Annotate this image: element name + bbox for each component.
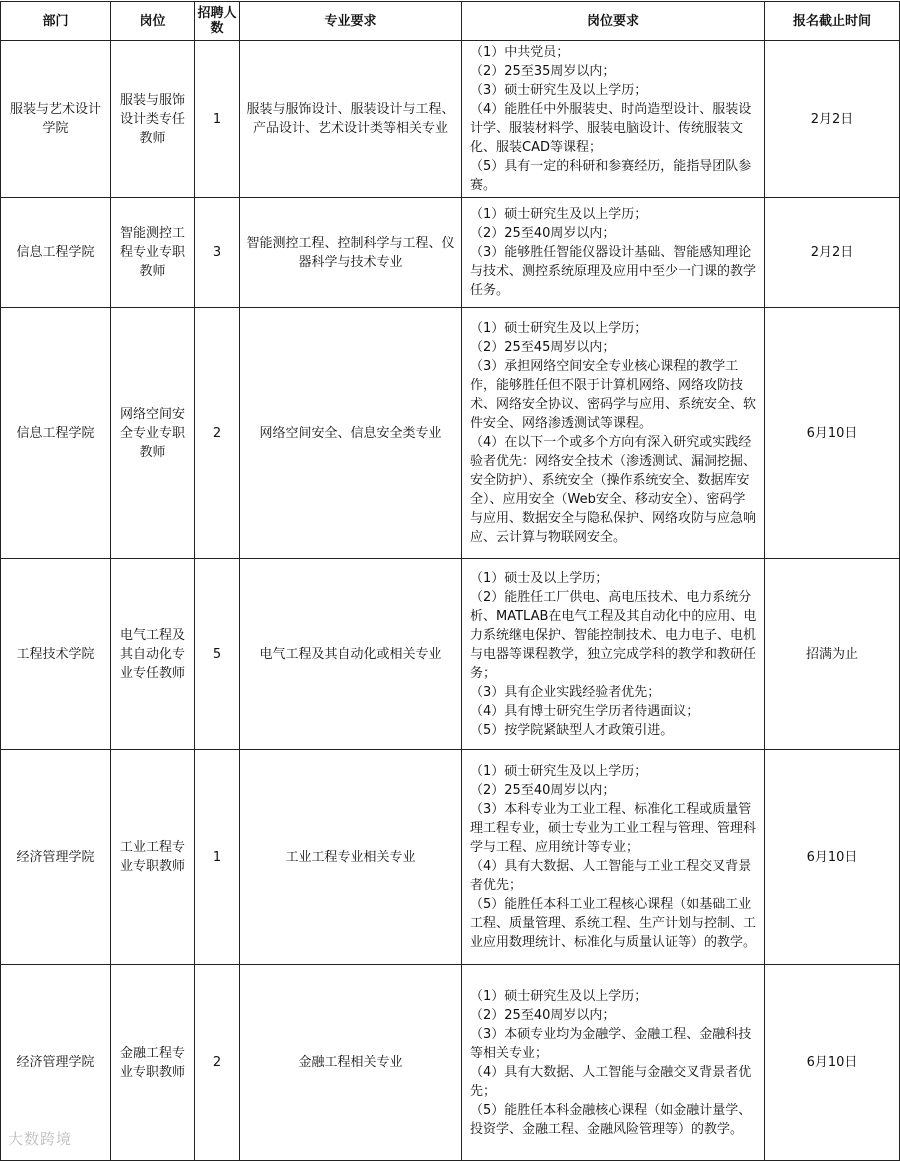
requirement-item: （4）在以下一个或多个方向有深入研究或实践经验者优先：网络安全技术（渗透测试、漏洞挖掘、安全防护）、系统安全（操作系统安全、数据库安全）、应用安全（Web安全、移动安全）、密码学与应用、数据安全与隐私保护、网络攻防与应急响应、云计算与物联网安全。 [470, 435, 757, 545]
requirement-item: （2）25至45周岁以内； [470, 340, 616, 355]
dept-cell: 经济管理学院 [1, 750, 111, 965]
dept-cell: 信息工程学院 [1, 198, 111, 308]
requirement-item: （5）能胜任本科工业工程核心课程（如基础工业工程、质量管理、系统工程、生产计划与控制、工业应用数理统计、标准化与质量认证等）的教学。 [470, 897, 757, 950]
post-cell: 网络空间安全专业专职教师 [111, 308, 195, 559]
header-num: 招聘人数 [195, 2, 240, 41]
requirement-item: （2）25至35周岁以内； [470, 64, 616, 79]
deadline-cell: 2月2日 [765, 41, 900, 198]
requirement-item: （1）硕士及以上学历； [470, 570, 609, 586]
num-cell: 1 [195, 41, 240, 198]
num-cell: 2 [195, 308, 240, 559]
post-cell: 电气工程及其自动化专业专任教师 [111, 559, 195, 750]
deadline-cell: 6月10日 [765, 965, 900, 1161]
dept-cell: 信息工程学院 [1, 308, 111, 559]
requirements-cell [462, 308, 765, 559]
table-row [1, 559, 900, 750]
requirement-item: （5）能胜任本科金融核心课程（如金融计量学、投资学、金融工程、金融风险管理等）的教学。 [470, 1102, 752, 1137]
requirement-item: （3）本硕专业均为金融学、金融工程、金融科技等相关专业； [470, 1026, 752, 1061]
requirement-item: （2）25至40周岁以内； [470, 226, 616, 241]
table-row [1, 198, 900, 308]
table-row [1, 750, 900, 965]
requirement-item: （2）25至40周岁以内； [470, 1007, 616, 1023]
num-cell: 3 [195, 198, 240, 308]
deadline-cell: 6月10日 [765, 750, 900, 965]
num-cell: 1 [195, 750, 240, 965]
requirement-item: （2）25至40周岁以内； [470, 783, 616, 798]
requirement-item: （1）硕士研究生及以上学历； [470, 207, 648, 222]
dept-cell: 服装与艺术设计学院 [1, 41, 111, 198]
major-cell: 网络空间安全、信息安全类专业 [240, 308, 462, 559]
requirement-item: （1）中共党员； [470, 45, 570, 60]
deadline-cell: 招满为止 [765, 559, 900, 750]
requirement-item: （1）硕士研究生及以上学历； [470, 988, 648, 1004]
recruitment-table [0, 1, 900, 1161]
table-row [1, 41, 900, 198]
requirement-item: （3）能够胜任智能仪器设计基础、智能感知理论与技术、测控系统原理及应用中至少一门课的教学任务。 [470, 245, 757, 298]
table-row [1, 308, 900, 559]
header-row [1, 2, 900, 41]
requirement-item: （4）具有大数据、人工智能与金融交叉背景者优先； [470, 1064, 752, 1099]
header-dept: 部门 [1, 2, 111, 41]
requirement-item: （1）硕士研究生及以上学历； [470, 764, 648, 779]
requirements-cell [462, 750, 765, 965]
requirement-item: （3）硕士研究生及以上学历； [470, 83, 648, 98]
table-row [1, 965, 900, 1161]
requirement-item: （3）具有企业实践经验者优先； [470, 684, 661, 700]
post-cell: 智能测控工程专业专职教师 [111, 198, 195, 308]
major-cell: 电气工程及其自动化或相关专业 [240, 559, 462, 750]
requirements-cell [462, 198, 765, 308]
requirement-item: （3）本科专业为工业工程、标准化工程或质量管理工程专业，硕士专业为工业工程与管理、管理科学与工程、应用统计等专业； [470, 802, 757, 855]
requirement-item: （2）能胜任工厂供电、高电压技术、电力系统分析、MATLAB在电气工程及其自动化中的应用、电力系统继电保护、智能控制技术、电力电子、电机与电器等课程教学，独立完成学科的教学和教研任务； [470, 589, 757, 681]
requirement-item: （4）能胜任中外服装史、时尚造型设计、服装设计学、服装材料学、服装电脑设计、传统服装文化、服装CAD等课程； [470, 102, 752, 155]
dept-cell: 经济管理学院 [1, 965, 111, 1161]
major-cell: 金融工程相关专业 [240, 965, 462, 1161]
post-cell: 服装与服饰设计类专任教师 [111, 41, 195, 198]
requirement-item: （3）承担网络空间安全专业核心课程的教学工作，能够胜任但不限于计算机网络、网络攻防技术、网络安全协议、密码学与应用、系统安全、软件安全、网络渗透测试等课程。 [470, 359, 757, 431]
header-req: 岗位要求 [462, 2, 765, 41]
requirement-item: （4）具有大数据、人工智能与工业工程交叉背景者优先； [470, 859, 752, 893]
major-cell: 工业工程专业相关专业 [240, 750, 462, 965]
watermark: 大数跨境 [8, 1130, 73, 1148]
requirement-item: （5）按学院紧缺型人才政策引进。 [470, 722, 674, 738]
requirement-item: （1）硕士研究生及以上学历； [470, 321, 648, 336]
header-deadline: 报名截止时间 [765, 2, 900, 41]
dept-cell: 工程技术学院 [1, 559, 111, 750]
deadline-cell: 2月2日 [765, 198, 900, 308]
num-cell: 2 [195, 965, 240, 1161]
requirements-cell [462, 965, 765, 1161]
post-cell: 金融工程专业专职教师 [111, 965, 195, 1161]
requirements-cell [462, 559, 765, 750]
major-cell: 服装与服饰设计、服装设计与工程、产品设计、艺术设计类等相关专业 [240, 41, 462, 198]
requirement-item: （4）具有博士研究生学历者待遇面议； [470, 703, 700, 719]
major-cell: 智能测控工程、控制科学与工程、仪器科学与技术专业 [240, 198, 462, 308]
requirements-cell [462, 41, 765, 198]
post-cell: 工业工程专业专职教师 [111, 750, 195, 965]
num-cell: 5 [195, 559, 240, 750]
header-post: 岗位 [111, 2, 195, 41]
requirement-item: （5）具有一定的科研和参赛经历，能指导团队参赛。 [470, 159, 752, 193]
deadline-cell: 6月10日 [765, 308, 900, 559]
header-major: 专业要求 [240, 2, 462, 41]
